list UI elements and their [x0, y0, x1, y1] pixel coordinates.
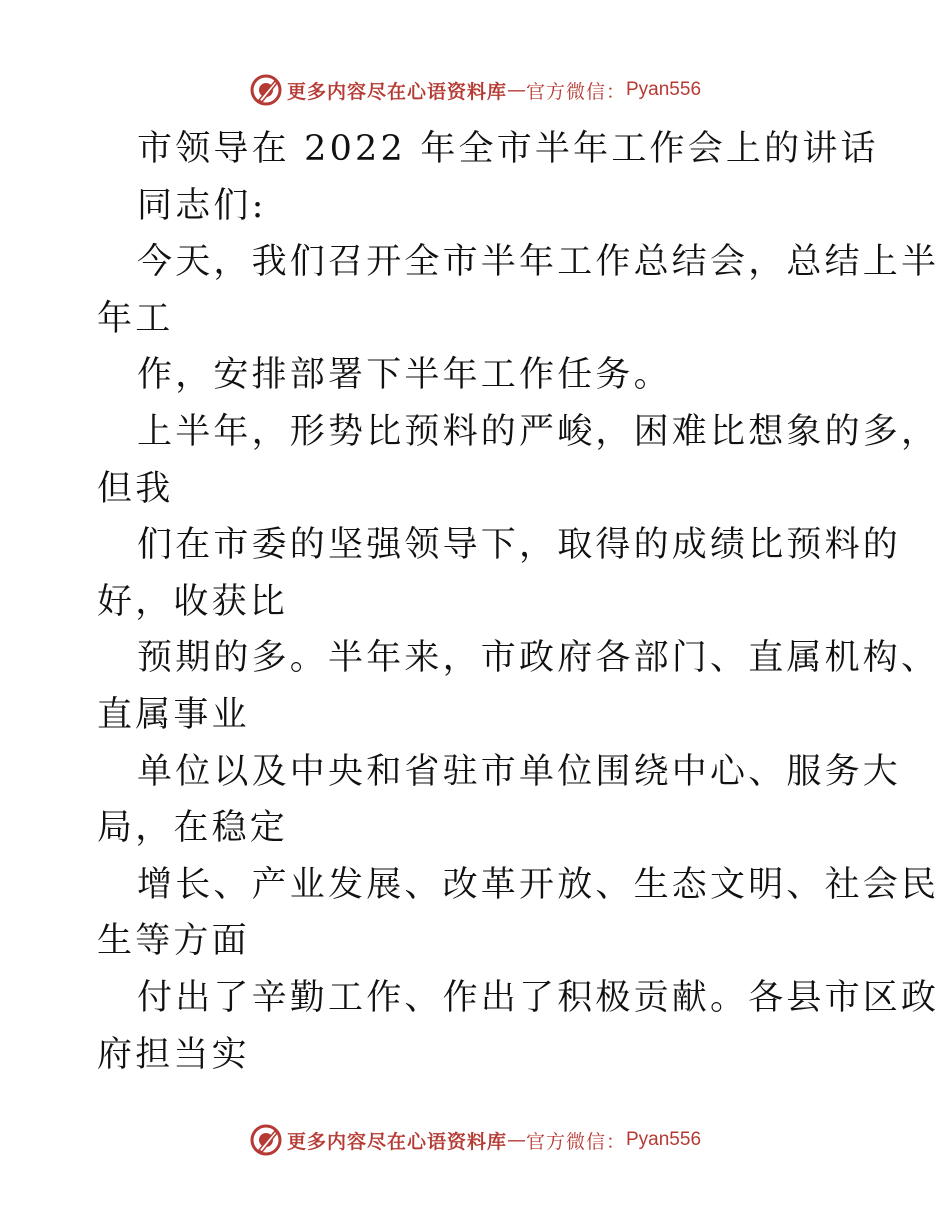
- document-body: [97, 121, 940, 1083]
- banner-brand-text: 更多内容尽在心语资料库: [286, 80, 507, 103]
- document-line: 们在市委的坚强领导下，取得的成绩比预料的: [137, 525, 902, 566]
- banner-dash: —: [506, 1129, 526, 1151]
- header-watermark-banner: [0, 70, 950, 110]
- document-line: 市领导在 2022 年全市半年工作会上的讲话: [137, 129, 879, 169]
- banner-dash: —: [506, 79, 526, 101]
- brand-logo-icon: [249, 1123, 283, 1157]
- banner-wechat-id: Pyan556: [626, 1129, 702, 1150]
- document-line: 生等方面: [97, 921, 250, 962]
- document-line: 直属事业: [97, 694, 250, 735]
- document-line: 预期的多。半年来，市政府各部门、直属机构、: [137, 638, 940, 679]
- footer-watermark-banner: [0, 1120, 950, 1160]
- document-line: 上半年，形势比预料的严峻，困难比想象的多，: [137, 411, 940, 452]
- document-line: 年工: [97, 298, 174, 339]
- brand-logo-icon: [249, 73, 283, 107]
- banner-wechat-id: Pyan556: [626, 79, 702, 100]
- document-line: 增长、产业发展、改革开放、生态文明、社会民: [137, 864, 940, 905]
- document-line: 作，安排部署下半年工作任务。: [137, 355, 672, 396]
- banner-wechat-label: 官方微信：: [525, 1130, 626, 1153]
- document-line: 但我: [97, 468, 174, 509]
- document-line: 府担当实: [97, 1034, 250, 1075]
- document-line: 局，在稳定: [97, 808, 289, 849]
- document-line: 付出了辛勤工作、作出了积极贡献。各县市区政: [137, 977, 940, 1018]
- document-line: 同志们:: [137, 185, 267, 226]
- document-line: 今天，我们召开全市半年工作总结会，总结上半: [137, 242, 940, 283]
- document-line: 好，收获比: [97, 581, 289, 622]
- banner-brand-text: 更多内容尽在心语资料库: [286, 1130, 507, 1153]
- document-line: 单位以及中央和省驻市单位围绕中心、服务大: [137, 751, 902, 792]
- banner-wechat-label: 官方微信：: [525, 80, 626, 103]
